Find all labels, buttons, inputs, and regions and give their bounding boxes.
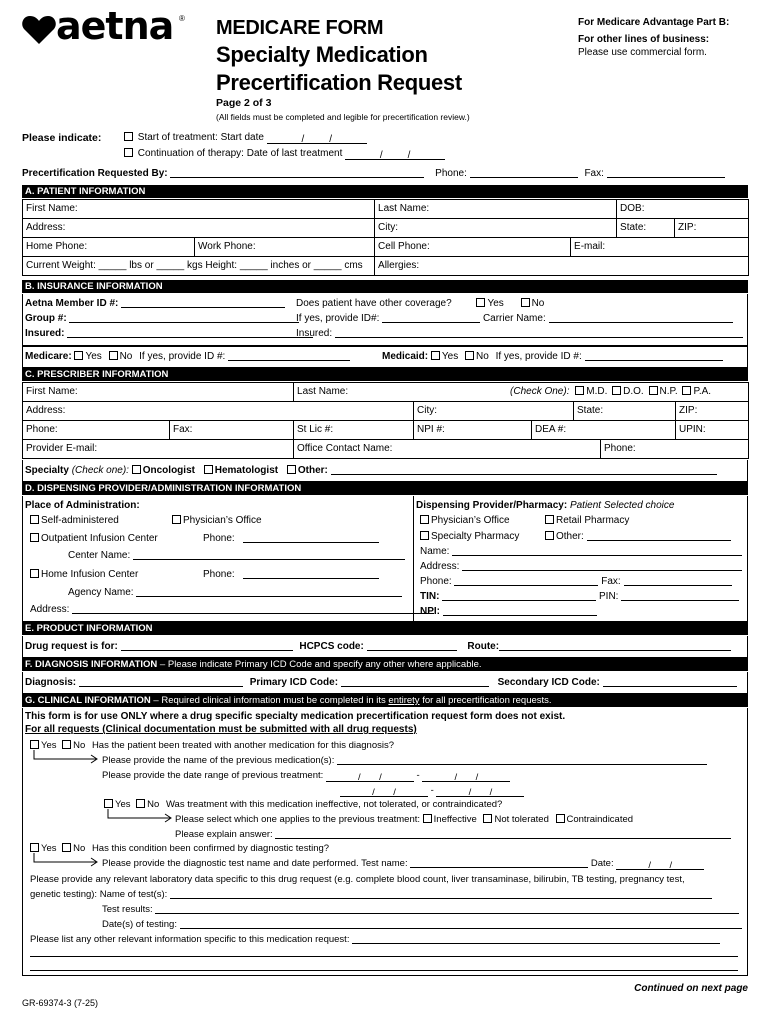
patient-dob-field[interactable]: DOB: — [617, 200, 749, 219]
pharm-physician-office-option[interactable]: Physician’s Office — [420, 515, 510, 527]
form-title-line1: Specialty Medication — [216, 42, 428, 67]
home-infusion-option[interactable]: Home Infusion Center — [30, 569, 138, 581]
pharmacy-name-field[interactable] — [452, 546, 742, 556]
section-d-header: D. DISPENSING PROVIDER/ADMINISTRATION INFORMATION — [22, 482, 748, 495]
q3a-row: Please provide the diagnostic test name and date performed. Test name: Date: / / — [102, 858, 704, 870]
other-info-row: Please list any other relevant information specific to this medication request: — [30, 934, 720, 945]
patient-email-field[interactable]: E-mail: — [571, 238, 749, 257]
page-number: Page 2 of 3 — [216, 97, 272, 109]
dates-of-testing-field[interactable] — [180, 919, 742, 929]
please-indicate-label: Please indicate: — [22, 132, 102, 144]
if-yes-id-row: If yes, provide ID#: Carrier Name: — [296, 313, 733, 325]
previous-end-date-field[interactable]: / / — [422, 772, 510, 782]
home-infusion-phone-field[interactable] — [243, 569, 379, 579]
prescriber-phone-field[interactable]: Phone: — [23, 421, 170, 440]
medicare-no-checkbox[interactable] — [109, 351, 118, 360]
patient-info-table — [22, 199, 749, 276]
arrow-icon — [107, 809, 175, 823]
continued-note: Continued on next page — [634, 983, 748, 994]
oncologist-checkbox[interactable] — [132, 465, 141, 474]
test-name-field[interactable] — [410, 858, 588, 868]
q3-row: Yes No Has this condition been confirmed by diagnostic testing? — [30, 843, 329, 854]
prescriber-last-name-field[interactable]: Last Name: — [297, 386, 349, 397]
place-of-administration-label: Place of Administration: — [25, 500, 140, 511]
other-coverage-yes-checkbox[interactable] — [476, 298, 485, 307]
test-results-field[interactable] — [155, 904, 739, 914]
medicaid-yes-checkbox[interactable] — [431, 351, 440, 360]
form-note: (All fields must be completed and legible for precertification review.) — [216, 112, 470, 122]
pharmacy-other-option[interactable]: Other: — [545, 531, 731, 543]
medicaid-row: Medicaid: Yes No If yes, provide ID #: — [382, 351, 723, 363]
specialty-pharmacy-checkbox[interactable] — [420, 531, 429, 540]
patient-state-field[interactable]: State: — [617, 219, 675, 238]
prescriber-dea-field[interactable]: DEA #: — [532, 421, 676, 440]
continuation-checkbox[interactable] — [124, 148, 133, 157]
section-g-header: G. CLINICAL INFORMATION – Required clinical information must be completed in its entirety for all precertification requests. — [22, 694, 748, 707]
pharmacy-address-row: Address: — [420, 561, 742, 573]
outpatient-phone-field[interactable] — [243, 533, 379, 543]
prescriber-upin-field[interactable]: UPIN: — [676, 421, 749, 440]
group-row: Group #: — [25, 313, 299, 325]
patient-weight-height-field[interactable]: Current Weight: _____ lbs or _____ kgs Height: _____ inches or _____ cms — [23, 257, 375, 276]
explain-answer-field[interactable] — [275, 829, 731, 839]
patient-home-phone-field[interactable]: Home Phone: — [23, 238, 195, 257]
pharmacy-other-field[interactable] — [587, 531, 731, 541]
do-checkbox[interactable] — [612, 386, 621, 395]
retail-pharmacy-checkbox[interactable] — [545, 515, 554, 524]
patient-city-field[interactable]: City: — [375, 219, 617, 238]
patient-address-field[interactable]: Address: — [23, 219, 375, 238]
specialty-row: Specialty (Check one): Oncologist Hematologist Other: — [25, 465, 717, 477]
previous-medication-field[interactable] — [337, 755, 707, 765]
logo-registered: ® — [179, 14, 185, 23]
patient-cell-phone-field[interactable]: Cell Phone: — [375, 238, 571, 257]
member-id-row: Aetna Member ID #: — [25, 298, 285, 310]
outpatient-option[interactable]: Outpatient Infusion Center — [30, 533, 158, 545]
section-b-header: B. INSURANCE INFORMATION — [22, 280, 748, 293]
section-e-header: E. PRODUCT INFORMATION — [22, 622, 748, 635]
q2-no-checkbox[interactable] — [136, 799, 145, 808]
diagnosis-field[interactable] — [79, 677, 243, 687]
q3-no-checkbox[interactable] — [62, 843, 71, 852]
ineffective-checkbox[interactable] — [423, 814, 432, 823]
carrier-name-field[interactable] — [549, 313, 733, 323]
pharmacy-other-checkbox[interactable] — [545, 531, 554, 540]
q2b-row: Please explain answer: — [175, 829, 731, 840]
diagnosis-row: Diagnosis: Primary ICD Code: Secondary ICD Code: — [25, 677, 737, 689]
q2-yes-checkbox[interactable] — [104, 799, 113, 808]
not-tolerated-checkbox[interactable] — [483, 814, 492, 823]
patient-allergies-field[interactable]: Allergies: — [375, 257, 749, 276]
test-results-row: Test results: — [102, 904, 739, 915]
specialty-other-field[interactable] — [331, 465, 717, 475]
medicare-yes-checkbox[interactable] — [74, 351, 83, 360]
medicaid-id-field[interactable] — [585, 351, 723, 361]
header-right-line3: Please use commercial form. — [578, 47, 707, 58]
specialty-other-checkbox[interactable] — [287, 465, 296, 474]
section-c-header: C. PRESCRIBER INFORMATION — [22, 368, 748, 381]
office-phone-field[interactable]: Phone: — [601, 440, 749, 459]
previous-end-date-field-2[interactable]: / / — [436, 787, 524, 797]
heart-icon — [22, 16, 56, 44]
test-date-field[interactable]: / / — [616, 860, 704, 870]
group-field[interactable] — [69, 313, 299, 323]
q1a-row: Please provide the name of the previous medication(s): — [102, 755, 707, 766]
requested-by-field[interactable] — [170, 168, 424, 178]
q2a-row: Please select which one applies to the previous treatment: Ineffective Not tolerated Contraindicated — [175, 814, 634, 825]
primary-icd-field[interactable] — [341, 677, 489, 687]
start-of-treatment-option[interactable]: Start of treatment: Start date / / — [124, 132, 367, 144]
agency-name-row: Agency Name: — [68, 587, 402, 599]
home-phone-row: Phone: — [203, 569, 379, 581]
aetna-logo — [22, 4, 192, 50]
insured2-row: Insured: — [296, 328, 743, 340]
pharmacy-tin-pin-row: TIN: PIN: — [420, 591, 739, 603]
pharmacy-address-field[interactable] — [462, 561, 742, 571]
self-administered-checkbox[interactable] — [30, 515, 39, 524]
continuation-option[interactable]: Continuation of therapy: Date of last treatment / / — [124, 148, 445, 160]
admin-address-row: Address: — [30, 604, 434, 616]
other-coverage-row: Does patient have other coverage? Yes No — [296, 298, 545, 309]
specialty-pharmacy-option[interactable]: Specialty Pharmacy — [420, 531, 519, 543]
pharmacy-npi-row: NPI: — [420, 606, 597, 618]
self-administered-option[interactable]: Self-administered — [30, 515, 119, 527]
pharmacy-phone-field[interactable] — [454, 576, 598, 586]
member-id-field[interactable] — [121, 298, 285, 308]
arrow-icon — [33, 750, 101, 764]
secondary-icd-field[interactable] — [603, 677, 737, 687]
arrow-icon — [33, 853, 101, 867]
prescriber-zip-field[interactable]: ZIP: — [676, 402, 749, 421]
prescriber-st-lic-field[interactable]: St Lic #: — [294, 421, 414, 440]
prescriber-last-name-cell: Last Name: (Check One): M.D. D.O. N.P. P.A. — [294, 383, 749, 402]
previous-start-date-field[interactable]: / / — [326, 772, 414, 782]
last-treatment-date-field[interactable]: / / — [345, 150, 445, 160]
outpatient-infusion-checkbox[interactable] — [30, 533, 39, 542]
contraindicated-checkbox[interactable] — [556, 814, 565, 823]
pharmacy-name-row: Name: — [420, 546, 742, 558]
q2-row: Yes No Was treatment with this medication ineffective, not tolerated, or contraindicated? — [104, 799, 502, 810]
q1b-row2: / / - / / — [340, 785, 524, 797]
outpatient-phone-row: Phone: — [203, 533, 379, 545]
requested-fax-field[interactable] — [607, 168, 725, 178]
patient-first-name-field[interactable]: First Name: — [23, 200, 375, 219]
section-a-header: A. PATIENT INFORMATION — [22, 185, 748, 198]
office-contact-field[interactable]: Office Contact Name: — [294, 440, 601, 459]
all-requests-notice: For all requests (Clinical documentation must be submitted with all drug requests) — [25, 724, 417, 735]
medicare-row: Medicare: Yes No If yes, provide ID #: — [25, 351, 350, 363]
retail-pharmacy-option[interactable]: Retail Pharmacy — [545, 515, 629, 527]
medicaid-no-checkbox[interactable] — [465, 351, 474, 360]
pharmacy-tin-field[interactable] — [442, 591, 596, 601]
requested-by-row: Precertification Requested By: Phone: Fax: — [22, 168, 725, 180]
pharmacy-npi-field[interactable] — [443, 606, 597, 616]
patient-last-name-field[interactable]: Last Name: — [375, 200, 617, 219]
q1b-row: Please provide the date range of previous treatment: / / - / / — [102, 770, 510, 782]
hematologist-checkbox[interactable] — [204, 465, 213, 474]
center-name-field[interactable] — [133, 550, 405, 560]
drug-request-field[interactable] — [121, 641, 293, 651]
form-title-line2: Precertification Request — [216, 70, 462, 95]
route-field[interactable] — [499, 641, 731, 651]
form-id: GR-69374-3 (7-25) — [22, 998, 99, 1008]
pharm-physician-office-checkbox[interactable] — [420, 515, 429, 524]
prescriber-fax-field[interactable]: Fax: — [170, 421, 294, 440]
product-row: Drug request is for: HCPCS code: Route: — [25, 641, 731, 653]
prescriber-info-table — [22, 382, 749, 459]
admin-address-field[interactable] — [72, 604, 434, 614]
q1-row: Yes No Has the patient been treated with another medication for this diagnosis? — [30, 740, 394, 751]
header-right-line1: For Medicare Advantage Part B: — [578, 17, 730, 28]
physician-office-option[interactable]: Physician’s Office — [172, 515, 262, 527]
prescriber-city-field[interactable]: City: — [414, 402, 574, 421]
other-info-line-3[interactable] — [30, 970, 738, 971]
q3-yes-checkbox[interactable] — [30, 843, 39, 852]
other-info-field[interactable] — [352, 934, 720, 944]
other-info-line-2[interactable] — [30, 956, 738, 957]
physician-office-checkbox[interactable] — [172, 515, 181, 524]
q1-yes-checkbox[interactable] — [30, 740, 39, 749]
previous-start-date-field-2[interactable]: / / — [340, 787, 428, 797]
other-coverage-no-checkbox[interactable] — [521, 298, 530, 307]
patient-work-phone-field[interactable]: Work Phone: — [195, 238, 375, 257]
prescriber-first-name-field[interactable]: First Name: — [23, 383, 294, 402]
start-treatment-checkbox[interactable] — [124, 132, 133, 141]
insured-field[interactable] — [67, 328, 313, 338]
provider-email-field[interactable]: Provider E-mail: — [23, 440, 294, 459]
agency-name-field[interactable] — [136, 587, 402, 597]
start-date-field[interactable]: / / — [267, 134, 367, 144]
pa-checkbox[interactable] — [682, 386, 691, 395]
other-coverage-id-field[interactable] — [382, 313, 480, 323]
prescriber-state-field[interactable]: State: — [574, 402, 676, 421]
test-names-field[interactable] — [170, 889, 712, 899]
pharmacy-fax-field[interactable] — [624, 576, 732, 586]
pharmacy-pin-field[interactable] — [621, 591, 739, 601]
q1-no-checkbox[interactable] — [62, 740, 71, 749]
np-checkbox[interactable] — [649, 386, 658, 395]
dates-testing-row: Date(s) of testing: — [102, 919, 742, 930]
prescriber-address-field[interactable]: Address: — [23, 402, 414, 421]
md-checkbox[interactable] — [575, 386, 584, 395]
requested-phone-field[interactable] — [470, 168, 578, 178]
medicare-id-field[interactable] — [228, 351, 350, 361]
logo-text: aetna — [56, 4, 174, 48]
pharmacy-phone-fax-row: Phone: Fax: — [420, 576, 732, 588]
patient-zip-field[interactable]: ZIP: — [675, 219, 749, 238]
lab-line2: genetic testing): Name of test(s): — [30, 889, 712, 900]
header-right-line2: For other lines of business: — [578, 34, 710, 45]
only-use-notice: This form is for use ONLY where a drug specific specialty medication precertification request form does not exist. — [25, 711, 566, 722]
hcpcs-code-field[interactable] — [367, 641, 457, 651]
lab-line1: Please provide any relevant laboratory data specific to this drug request (e.g. complete blood count, liver transaminase, bilirubin, TB testing, pregnancy test, — [30, 874, 685, 885]
home-infusion-checkbox[interactable] — [30, 569, 39, 578]
pharmacy-label-row: Dispensing Provider/Pharmacy: Patient Selected choice — [416, 500, 675, 511]
insured-row: Insured: — [25, 328, 313, 340]
section-f-header: F. DIAGNOSIS INFORMATION – Please indicate Primary ICD Code and specify any other where applicable. — [22, 658, 748, 671]
insured2-field[interactable] — [335, 328, 743, 338]
center-name-row: Center Name: — [68, 550, 405, 562]
form-label: MEDICARE FORM — [216, 17, 384, 39]
prescriber-npi-field[interactable]: NPI #: — [414, 421, 532, 440]
